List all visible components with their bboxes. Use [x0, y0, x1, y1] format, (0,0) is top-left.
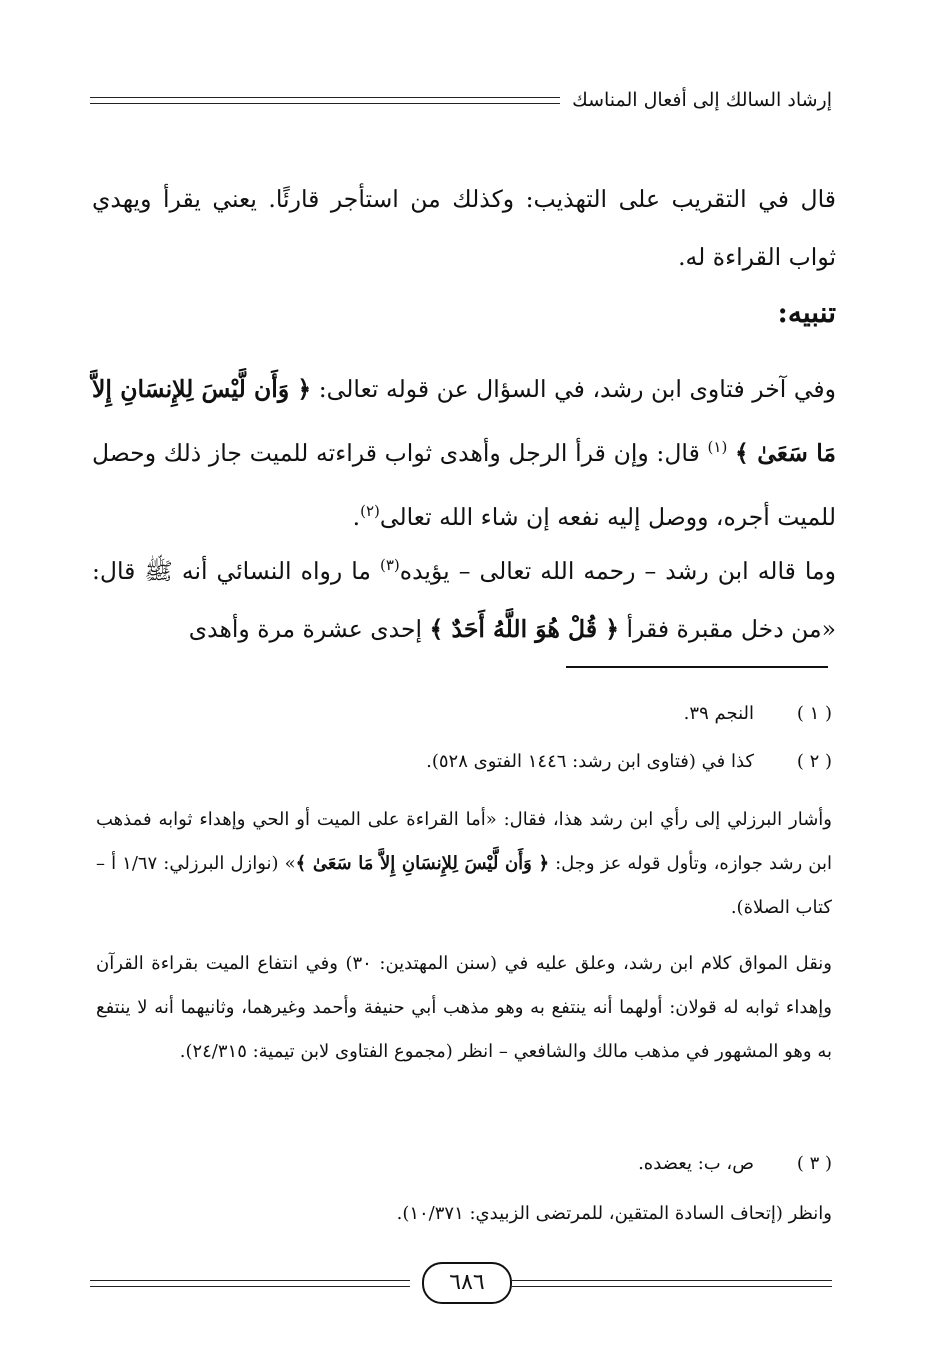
footnote-text: النجم ٣٩.: [683, 703, 754, 724]
quran-verse: ﴿ وَأَن لَّيْسَ لِلإِنسَانِ إِلاَّ مَا سَعَىٰ ﴾: [92, 375, 836, 467]
quran-verse: ﴿ وَأَن لَّيْسَ لِلإِنسَانِ إِلاَّ مَا سَعَىٰ ﴾: [295, 853, 550, 874]
footnote-number: ( ٢ ): [796, 751, 832, 772]
footnote-number: ( ٣ ): [796, 1153, 832, 1174]
section-heading: تنبيه:: [777, 296, 836, 329]
footnote-1: [96, 692, 832, 736]
running-header: [90, 84, 832, 116]
footnote-2: [96, 740, 832, 784]
text-run: وفي آخر فتاوى ابن رشد، في السؤال عن قوله تعالى:: [311, 375, 836, 403]
footnote-number: ( ١ ): [796, 703, 832, 724]
text-run: وما قاله ابن رشد – رحمه الله تعالى – يؤيده: [399, 556, 836, 585]
paragraph-taqrib: [92, 170, 836, 286]
footnote-ref-2[interactable]: (٢): [360, 501, 380, 520]
text-run: قال: وإن قرأ الرجل وأهدى ثواب قراءته للميت جاز ذلك وحصل للميت أجره، ووصل إليه نفعه إن شاء الله تعالى: [92, 438, 836, 531]
header-double-rule: [90, 97, 560, 104]
text-run: وأشار البرزلي إلى رأي ابن رشد هذا، فقال: «أما القراءة على الميت أو الحي وإهداء ثوابه فمذهب ابن رشد جوازه، وتأول قوله عز وجل:: [96, 809, 833, 874]
footnote-text: كذا في (فتاوى ابن رشد: ١٤٤٦ الفتوى ٥٢٨).: [426, 751, 754, 772]
text-run: .: [352, 502, 361, 531]
page-footer: [90, 1262, 832, 1306]
paragraph-ibn-rushd-fatwa: [92, 360, 836, 546]
footnote-2-paragraph-2: ونقل المواق كلام ابن رشد، وعلق عليه في (سنن المهتدين: ٣٠) وفي انتفاع الميت بقراءة القرآن وإهداء ثوابه له قولان: أولهما أنه ينتفع به وهو مذهب أبي حنيفة وأحمد وغيرهما، وثانيهما أنه لا ينتفع به وهو المشهور في مذهب مالك والشافعي – انظر (مجموع الفتاوى لابن تيمية: ٢٤/٣١٥).: [96, 953, 832, 1062]
paragraph-text: [92, 360, 836, 546]
footnote-separator: [566, 666, 828, 668]
footnote-3: [96, 1142, 832, 1186]
page-number: ٦٨٦: [422, 1262, 512, 1304]
paragraph-text: [92, 536, 836, 658]
running-header-title: إرشاد السالك إلى أفعال المناسك: [572, 89, 832, 111]
footnote-ref-3[interactable]: (٣): [380, 556, 400, 574]
text-run: إحدى عشرة مرة وأهدى: [188, 614, 430, 643]
footer-rule-right: [512, 1280, 832, 1287]
paragraph-text: قال في التقريب على التهذيب: وكذلك من استأجر قارئًا. يعني يقرأ ويهدي ثواب القراءة له.: [92, 185, 836, 271]
footnote-text: ص، ب: يعضده.: [638, 1153, 754, 1174]
text-run: » (نوازل البرزلي: ١/٦٧ أ – كتاب الصلاة).: [96, 853, 832, 918]
footnote-2-paragraph-1: [96, 798, 832, 930]
footnote-3-paragraph: وانظر (إتحاف السادة المتقين، للمرتضى الزبيدي: ١٠/٣٧١).: [396, 1203, 832, 1224]
quran-verse: ﴿ قُلْ هُوَ اللَّهُ أَحَدٌ ﴾: [429, 614, 619, 643]
footer-rule-left: [90, 1280, 410, 1287]
footnote-ref-1[interactable]: (١): [707, 438, 728, 456]
text-run: ما رواه النسائي أنه ﷺ قال: «من دخل مقبرة فقرأ: [92, 556, 836, 643]
paragraph-nasai-hadith: [92, 536, 836, 658]
